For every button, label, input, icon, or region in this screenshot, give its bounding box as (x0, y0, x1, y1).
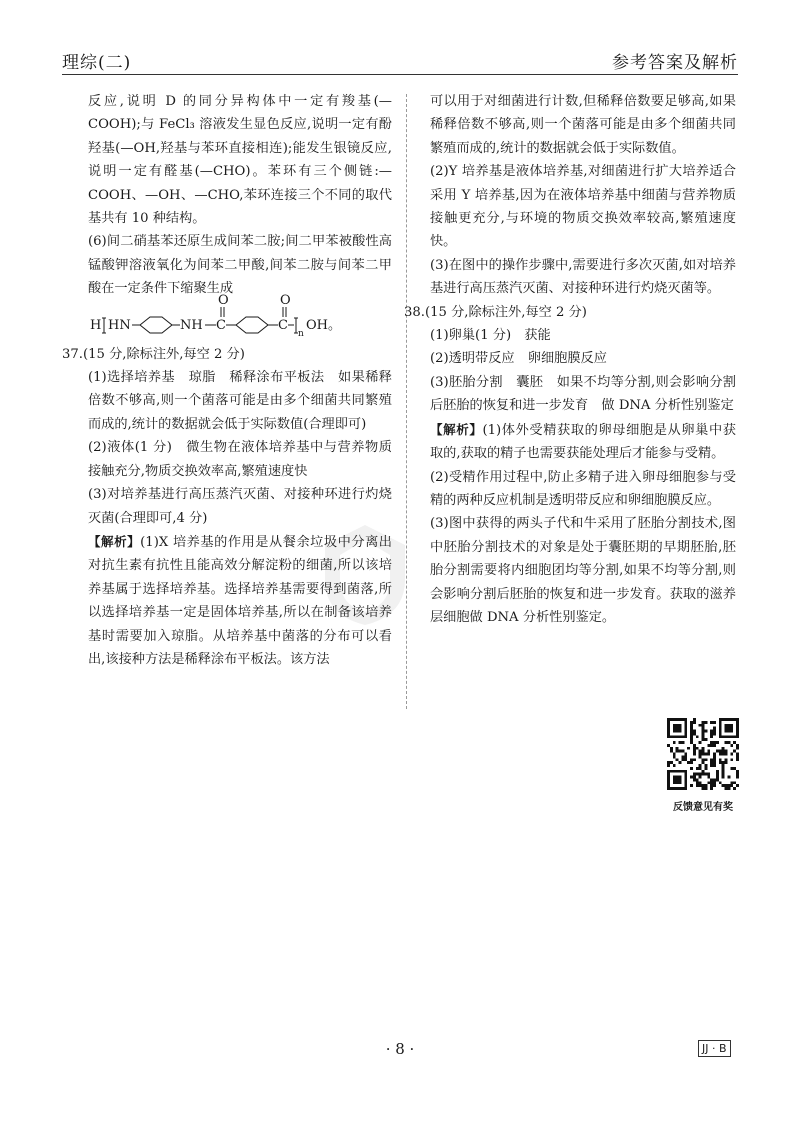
q37-header: 37.(15 分,除标注外,每空 2 分) (62, 346, 245, 362)
formula-c1: C (216, 317, 226, 333)
formula-c2: C (278, 317, 288, 333)
subject-title: 理综(二) (62, 53, 132, 73)
formula-o1: O (218, 292, 229, 308)
paragraph-y-medium: (2)Y 培养基是液体培养基,对细菌进行扩大培养适合采用 Y 培养基,因为在液体培养基中细菌与营养物质接触更充分,与环境的物质交换效率较高,繁殖速度快。 (430, 164, 736, 250)
q37-jiexi-text: (1)X 培养基的作用是从餐余垃圾中分离出对抗生素有抗性且能高效分解淀粉的细菌,所以该培养基属于选择培养基。选择培养基需要得到菌落,所以选择培养基一定是固体培养基,所以在制备该培养基时需要加入琼脂。从培养基中菌落的分布可以看出,该接种方法是稀释涂布平板法。该方法 (88, 534, 392, 667)
paragraph-q6: (6)间二硝基苯还原生成间苯二胺;间二甲苯被酸性高锰酸钾溶液氧化为间苯二甲酸,间苯二胺与间苯二甲酸在一定条件下缩聚生成 (88, 234, 392, 297)
left-column (62, 90, 392, 671)
page-header (62, 44, 738, 76)
right-column (404, 90, 736, 629)
q38-jiexi-3: (3)图中获得的两头子代和牛采用了胚胎分割技术,图中胚胎分割技术的对象是处于囊胚期的早期胚胎,胚胎分割需要将内细胞团均等分割,如果不均等分割,则会影响分割后胚胎的恢复和进一步发育。获取的滋养层细胞做 DNA 分析性别鉴定。 (430, 516, 736, 625)
formula-h: H (90, 317, 102, 333)
section-title: 参考答案及解析 (612, 53, 738, 73)
column-divider (406, 94, 407, 709)
formula-o2: O (280, 292, 291, 308)
header-rule (62, 74, 738, 75)
formula-nh: NH (180, 317, 203, 333)
jiexi-tag: 【解析】 (88, 533, 141, 549)
q37-answer-3: (3)对培养基进行高压蒸汽灭菌、对接种环进行灼烧灭菌(合理即可,4 分) (88, 487, 392, 526)
edition-badge: JJ · B (698, 1040, 731, 1057)
page-number: · 8 · (385, 1040, 415, 1058)
q38-jiexi-1 (430, 418, 736, 466)
q38-header: 38.(15 分,除标注外,每空 2 分) (404, 304, 587, 320)
paragraph-d-isomer: 反应,说明 D 的同分异构体中一定有羧基(—COOH);与 FeCl₃ 溶液发生显色反应,说明一定有酚羟基(—OH,羟基与苯环直接相连);能发生银镜反应,说明一定有醛基(—CHO)。苯环有三个侧链:—COOH、—OH、—CHO,苯环连接三个不同的取代基共有 10 种结构。 (88, 94, 392, 227)
q38-answer-1: (1)卵巢(1 分) 获能 (430, 328, 551, 344)
qr-code-icon[interactable] (667, 718, 739, 790)
paragraph-count-continue: 可以用于对细菌进行计数,但稀释倍数要足够高,如果稀释倍数不够高,则一个菌落可能是由多个细菌共同繁殖而成的,统计的数据就会低于实际数值。 (430, 94, 736, 156)
feedback-qr-block (665, 718, 741, 813)
polymer-formula (88, 292, 392, 343)
formula-end: OH。 (306, 317, 341, 333)
q37-answer-2: (2)液体(1 分) 微生物在液体培养基中与营养物质接触充分,物质交换效率高,繁殖速度快 (88, 440, 392, 479)
polymer-structure (88, 289, 388, 345)
jiexi-tag: 【解析】 (430, 421, 483, 437)
paragraph-sterilization: (3)在图中的操作步骤中,需要进行多次灭菌,如对培养基进行高压蒸汽灭菌、对接种环进行灼烧灭菌等。 (430, 257, 736, 297)
q38-answer-3: (3)胚胎分割 囊胚 如果不均等分割,则会影响分割后胚胎的恢复和进一步发育 做 DNA 分析性别鉴定 (430, 374, 736, 414)
q38-jiexi-text-1: (1)体外受精获取的卵母细胞是从卵巢中获取的,获取的精子也需要获能处理后才能参与受精。 (430, 422, 736, 462)
q37-answer-1: (1)选择培养基 琼脂 稀释涂布平板法 如果稀释倍数不够高,则一个菌落可能是由多个细菌共同繁殖而成的,统计的数据就会低于实际数值(合理即可) (88, 370, 392, 432)
q38-jiexi-2: (2)受精作用过程中,防止多精子进入卵母细胞参与受精的两种反应机制是透明带反应和卵细胞膜反应。 (430, 469, 736, 508)
formula-hn: HN (108, 317, 131, 333)
qr-caption: 反馈意见有奖 (673, 802, 733, 813)
q38-answer-2: (2)透明带反应 卵细胞膜反应 (430, 351, 607, 367)
formula-n: n (298, 328, 304, 339)
q37-jiexi (88, 530, 392, 671)
